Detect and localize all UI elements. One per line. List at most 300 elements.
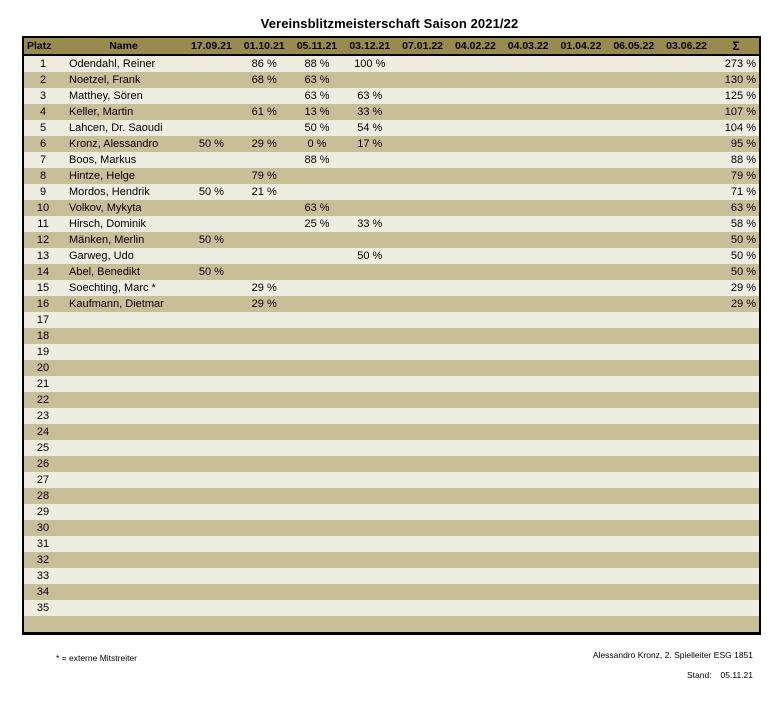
cell-score bbox=[343, 520, 396, 536]
cell-score: 13 % bbox=[304, 106, 330, 118]
cell-score bbox=[660, 344, 713, 360]
cell-name bbox=[62, 504, 185, 520]
cell-sum: 29 % bbox=[730, 298, 756, 310]
cell-score bbox=[396, 200, 449, 216]
cell-score: 63 % bbox=[304, 74, 330, 86]
cell-score bbox=[449, 520, 502, 536]
cell-score bbox=[660, 376, 713, 392]
cell-score bbox=[449, 504, 502, 520]
cell-score bbox=[343, 536, 396, 552]
table-row bbox=[24, 376, 759, 392]
table-row bbox=[24, 424, 759, 440]
cell-score bbox=[396, 376, 449, 392]
cell-score bbox=[555, 344, 608, 360]
cell-score bbox=[449, 72, 502, 88]
cell-score bbox=[291, 584, 344, 600]
cell-score bbox=[660, 440, 713, 456]
cell-platz: 22 bbox=[36, 394, 50, 406]
cell-score: 29 % bbox=[251, 138, 277, 150]
cell-score bbox=[291, 312, 344, 328]
cell-score bbox=[449, 296, 502, 312]
cell-score bbox=[502, 328, 555, 344]
cell-score bbox=[555, 536, 608, 552]
cell-name: Volkov, Mykyta bbox=[69, 202, 142, 214]
cell-score bbox=[555, 120, 608, 136]
cell-score bbox=[185, 408, 238, 424]
cell-score bbox=[396, 136, 449, 152]
cell-score bbox=[502, 312, 555, 328]
cell-score bbox=[502, 296, 555, 312]
cell-score bbox=[185, 216, 238, 232]
header-cell-date-6: 04.02.22 bbox=[454, 40, 496, 52]
cell-score bbox=[396, 120, 449, 136]
cell-score bbox=[396, 488, 449, 504]
cell-platz: 32 bbox=[36, 554, 50, 566]
cell-score bbox=[449, 200, 502, 216]
cell-score: 33 % bbox=[357, 106, 383, 118]
cell-score bbox=[343, 72, 396, 88]
cell-score bbox=[607, 488, 660, 504]
cell-score bbox=[555, 280, 608, 296]
cell-score bbox=[238, 504, 291, 520]
cell-score bbox=[185, 344, 238, 360]
cell-platz: 3 bbox=[39, 90, 47, 102]
cell-score bbox=[291, 600, 344, 616]
cell-score bbox=[660, 200, 713, 216]
cell-score: 50 % bbox=[198, 234, 224, 246]
cell-score bbox=[291, 424, 344, 440]
cell-score bbox=[185, 312, 238, 328]
cell-score bbox=[607, 360, 660, 376]
cell-score bbox=[449, 120, 502, 136]
cell-score bbox=[502, 552, 555, 568]
cell-score bbox=[291, 168, 344, 184]
header-cell-date-3: 05.11.21 bbox=[296, 40, 338, 52]
cell-sum bbox=[713, 584, 759, 600]
cell-score bbox=[185, 440, 238, 456]
cell-score bbox=[502, 488, 555, 504]
cell-score bbox=[396, 72, 449, 88]
cell-score bbox=[607, 56, 660, 72]
cell-sum bbox=[713, 536, 759, 552]
table-row bbox=[24, 328, 759, 344]
cell-score bbox=[343, 264, 396, 280]
cell-score bbox=[238, 88, 291, 104]
cell-platz: 27 bbox=[36, 474, 50, 486]
table-row bbox=[24, 408, 759, 424]
cell-score bbox=[660, 424, 713, 440]
cell-score bbox=[555, 552, 608, 568]
cell-score bbox=[291, 184, 344, 200]
header-cell-date-7: 04.03.22 bbox=[507, 40, 549, 52]
cell-score bbox=[607, 312, 660, 328]
cell-score bbox=[238, 392, 291, 408]
cell-score bbox=[396, 472, 449, 488]
cell-score bbox=[449, 488, 502, 504]
cell-score bbox=[238, 408, 291, 424]
cell-name bbox=[62, 600, 185, 616]
cell-sum bbox=[713, 392, 759, 408]
cell-sum bbox=[713, 328, 759, 344]
cell-platz: 19 bbox=[36, 346, 50, 358]
cell-score bbox=[555, 584, 608, 600]
cell-score bbox=[607, 584, 660, 600]
cell-score bbox=[238, 216, 291, 232]
cell-score bbox=[396, 312, 449, 328]
cell-score bbox=[238, 456, 291, 472]
cell-score bbox=[607, 88, 660, 104]
cell-score bbox=[607, 264, 660, 280]
cell-score bbox=[343, 184, 396, 200]
cell-score bbox=[396, 104, 449, 120]
cell-score: 50 % bbox=[198, 138, 224, 150]
table-row bbox=[24, 56, 759, 72]
cell-score bbox=[343, 152, 396, 168]
cell-score bbox=[343, 424, 396, 440]
cell-score bbox=[660, 408, 713, 424]
cell-score bbox=[660, 600, 713, 616]
cell-score bbox=[396, 152, 449, 168]
cell-score bbox=[396, 280, 449, 296]
cell-score bbox=[449, 376, 502, 392]
cell-score bbox=[238, 328, 291, 344]
cell-score bbox=[449, 344, 502, 360]
cell-platz: 16 bbox=[36, 298, 50, 310]
cell-sum bbox=[713, 360, 759, 376]
cell-score bbox=[502, 584, 555, 600]
cell-score bbox=[396, 88, 449, 104]
cell-score bbox=[607, 120, 660, 136]
table-row bbox=[24, 104, 759, 120]
cell-score bbox=[502, 56, 555, 72]
cell-score bbox=[502, 568, 555, 584]
cell-score bbox=[396, 56, 449, 72]
cell-score bbox=[607, 392, 660, 408]
cell-score bbox=[660, 88, 713, 104]
cell-sum bbox=[713, 456, 759, 472]
table-row bbox=[24, 248, 759, 264]
cell-score bbox=[291, 232, 344, 248]
table-row bbox=[24, 488, 759, 504]
cell-score bbox=[555, 88, 608, 104]
cell-score bbox=[291, 520, 344, 536]
cell-score bbox=[660, 456, 713, 472]
cell-score bbox=[185, 520, 238, 536]
cell-score bbox=[660, 472, 713, 488]
cell-score bbox=[343, 568, 396, 584]
cell-score bbox=[555, 184, 608, 200]
cell-score: 50 % bbox=[198, 186, 224, 198]
cell-score bbox=[238, 568, 291, 584]
cell-score bbox=[449, 408, 502, 424]
cell-score bbox=[238, 312, 291, 328]
cell-sum: 50 % bbox=[730, 266, 756, 278]
cell-score bbox=[555, 600, 608, 616]
cell-platz: 35 bbox=[36, 602, 50, 614]
cell-score bbox=[607, 216, 660, 232]
cell-score bbox=[555, 232, 608, 248]
cell-score bbox=[238, 536, 291, 552]
cell-score bbox=[343, 440, 396, 456]
table-row bbox=[24, 120, 759, 136]
cell-platz: 26 bbox=[36, 458, 50, 470]
cell-platz: 6 bbox=[39, 138, 47, 150]
cell-score bbox=[502, 504, 555, 520]
header-cell-sum: Σ bbox=[732, 39, 740, 53]
cell-score bbox=[396, 360, 449, 376]
cell-score bbox=[555, 248, 608, 264]
cell-score bbox=[291, 488, 344, 504]
cell-sum bbox=[713, 504, 759, 520]
cell-score bbox=[291, 456, 344, 472]
cell-score bbox=[502, 152, 555, 168]
cell-score bbox=[343, 552, 396, 568]
table-row bbox=[24, 440, 759, 456]
cell-name: Matthey, Sören bbox=[69, 90, 143, 102]
cell-score bbox=[660, 248, 713, 264]
cell-name: Mordos, Hendrik bbox=[69, 186, 150, 198]
cell-score bbox=[343, 296, 396, 312]
table-row bbox=[24, 504, 759, 520]
cell-platz: 1 bbox=[39, 58, 47, 70]
table-row bbox=[24, 216, 759, 232]
cell-score bbox=[343, 376, 396, 392]
cell-score bbox=[449, 536, 502, 552]
cell-score bbox=[343, 328, 396, 344]
cell-score bbox=[343, 392, 396, 408]
cell-score bbox=[343, 456, 396, 472]
cell-score bbox=[291, 376, 344, 392]
cell-score: 63 % bbox=[357, 90, 383, 102]
cell-score bbox=[502, 600, 555, 616]
cell-score bbox=[185, 552, 238, 568]
cell-score bbox=[502, 440, 555, 456]
cell-name: Boos, Markus bbox=[69, 154, 137, 166]
cell-name: Kronz, Alessandro bbox=[69, 138, 159, 150]
cell-score bbox=[502, 520, 555, 536]
cell-platz: 33 bbox=[36, 570, 50, 582]
cell-platz: 25 bbox=[36, 442, 50, 454]
cell-score bbox=[449, 280, 502, 296]
cell-score bbox=[238, 152, 291, 168]
cell-score bbox=[555, 56, 608, 72]
table-row bbox=[24, 232, 759, 248]
cell-score bbox=[238, 376, 291, 392]
cell-score: 21 % bbox=[251, 186, 277, 198]
cell-score: 25 % bbox=[304, 218, 330, 230]
cell-sum: 104 % bbox=[724, 122, 756, 134]
cell-score bbox=[607, 344, 660, 360]
cell-score bbox=[185, 568, 238, 584]
cell-score bbox=[343, 408, 396, 424]
cell-score bbox=[555, 392, 608, 408]
cell-score bbox=[238, 120, 291, 136]
cell-name bbox=[62, 584, 185, 600]
cell-score bbox=[185, 536, 238, 552]
cell-score bbox=[502, 232, 555, 248]
table-header-row bbox=[24, 38, 759, 56]
table-row bbox=[24, 88, 759, 104]
cell-score bbox=[238, 232, 291, 248]
cell-score bbox=[185, 456, 238, 472]
cell-score bbox=[185, 56, 238, 72]
cell-score bbox=[343, 280, 396, 296]
cell-score bbox=[238, 360, 291, 376]
cell-sum: 273 % bbox=[724, 58, 756, 70]
cell-score bbox=[185, 280, 238, 296]
cell-name bbox=[62, 376, 185, 392]
cell-score bbox=[555, 376, 608, 392]
cell-score bbox=[449, 584, 502, 600]
cell-score bbox=[343, 200, 396, 216]
cell-score bbox=[607, 456, 660, 472]
cell-platz: 24 bbox=[36, 426, 50, 438]
cell-score: 79 % bbox=[251, 170, 277, 182]
cell-score bbox=[555, 200, 608, 216]
cell-platz: 29 bbox=[36, 506, 50, 518]
cell-sum: 88 % bbox=[730, 154, 756, 166]
cell-score bbox=[185, 104, 238, 120]
footer-credit: Alessandro Kronz, 2. Spielleiter ESG 1851 bbox=[592, 650, 753, 660]
cell-score bbox=[607, 424, 660, 440]
cell-name bbox=[62, 344, 185, 360]
cell-score bbox=[502, 376, 555, 392]
cell-score bbox=[607, 440, 660, 456]
cell-sum bbox=[713, 520, 759, 536]
cell-score bbox=[396, 392, 449, 408]
table-row bbox=[24, 184, 759, 200]
cell-score bbox=[607, 504, 660, 520]
cell-score bbox=[396, 456, 449, 472]
cell-score bbox=[396, 520, 449, 536]
cell-score bbox=[185, 424, 238, 440]
table-row bbox=[24, 136, 759, 152]
cell-score bbox=[607, 376, 660, 392]
cell-score bbox=[343, 472, 396, 488]
cell-score bbox=[607, 232, 660, 248]
cell-score bbox=[449, 360, 502, 376]
cell-score bbox=[502, 88, 555, 104]
table-row bbox=[24, 168, 759, 184]
header-cell-platz: Platz bbox=[27, 40, 52, 52]
cell-score bbox=[607, 152, 660, 168]
cell-score bbox=[291, 280, 344, 296]
cell-score bbox=[660, 360, 713, 376]
header-cell-date-8: 01.04.22 bbox=[560, 40, 602, 52]
cell-score bbox=[396, 424, 449, 440]
cell-sum: 107 % bbox=[724, 106, 756, 118]
header-cell-date-9: 06.05.22 bbox=[613, 40, 655, 52]
cell-score bbox=[660, 184, 713, 200]
cell-score bbox=[343, 488, 396, 504]
cell-score bbox=[502, 344, 555, 360]
cell-score bbox=[396, 344, 449, 360]
stand-value: 05.11.21 bbox=[720, 670, 753, 680]
table-row bbox=[24, 312, 759, 328]
table-bottom-band bbox=[24, 616, 759, 632]
cell-score bbox=[343, 168, 396, 184]
cell-score bbox=[238, 264, 291, 280]
cell-score bbox=[396, 184, 449, 200]
cell-score bbox=[449, 392, 502, 408]
footer-stand bbox=[687, 670, 753, 680]
table-row bbox=[24, 536, 759, 552]
cell-score: 50 % bbox=[357, 250, 383, 262]
cell-score bbox=[185, 88, 238, 104]
cell-score bbox=[396, 248, 449, 264]
cell-score bbox=[660, 328, 713, 344]
cell-name bbox=[62, 440, 185, 456]
cell-score bbox=[396, 568, 449, 584]
table-body bbox=[24, 56, 759, 632]
cell-name bbox=[62, 568, 185, 584]
cell-score bbox=[555, 216, 608, 232]
cell-name: Hirsch, Dominik bbox=[69, 218, 147, 230]
cell-score bbox=[238, 200, 291, 216]
cell-score bbox=[502, 472, 555, 488]
cell-score: 88 % bbox=[304, 154, 330, 166]
cell-score bbox=[502, 360, 555, 376]
cell-score bbox=[555, 296, 608, 312]
cell-score bbox=[238, 600, 291, 616]
table-row bbox=[24, 584, 759, 600]
cell-score bbox=[607, 536, 660, 552]
cell-platz: 11 bbox=[37, 218, 49, 230]
cell-score bbox=[449, 136, 502, 152]
cell-score bbox=[502, 200, 555, 216]
cell-score bbox=[555, 72, 608, 88]
cell-score bbox=[291, 344, 344, 360]
cell-score bbox=[660, 152, 713, 168]
cell-score bbox=[555, 504, 608, 520]
cell-score bbox=[185, 584, 238, 600]
cell-name: Soechting, Marc * bbox=[69, 282, 156, 294]
cell-score bbox=[660, 312, 713, 328]
cell-sum: 29 % bbox=[730, 282, 756, 294]
cell-score bbox=[502, 120, 555, 136]
cell-score bbox=[502, 72, 555, 88]
cell-score bbox=[607, 280, 660, 296]
cell-name: Kaufmann, Dietmar bbox=[69, 298, 164, 310]
cell-score bbox=[449, 104, 502, 120]
cell-score bbox=[396, 584, 449, 600]
cell-name bbox=[62, 328, 185, 344]
cell-sum bbox=[713, 472, 759, 488]
cell-score bbox=[449, 472, 502, 488]
cell-score bbox=[660, 232, 713, 248]
cell-score bbox=[291, 472, 344, 488]
cell-score bbox=[185, 200, 238, 216]
cell-score bbox=[607, 568, 660, 584]
cell-score bbox=[291, 392, 344, 408]
cell-score bbox=[291, 328, 344, 344]
cell-sum bbox=[713, 344, 759, 360]
cell-score bbox=[555, 264, 608, 280]
cell-score bbox=[449, 264, 502, 280]
cell-score bbox=[607, 72, 660, 88]
table-row bbox=[24, 392, 759, 408]
cell-score bbox=[291, 360, 344, 376]
cell-score bbox=[660, 488, 713, 504]
cell-name: Abel, Benedikt bbox=[69, 266, 140, 278]
cell-score bbox=[502, 424, 555, 440]
cell-score: 54 % bbox=[357, 122, 383, 134]
cell-score bbox=[555, 152, 608, 168]
cell-score bbox=[449, 600, 502, 616]
cell-score bbox=[607, 200, 660, 216]
cell-platz: 5 bbox=[39, 122, 47, 134]
cell-score bbox=[396, 168, 449, 184]
